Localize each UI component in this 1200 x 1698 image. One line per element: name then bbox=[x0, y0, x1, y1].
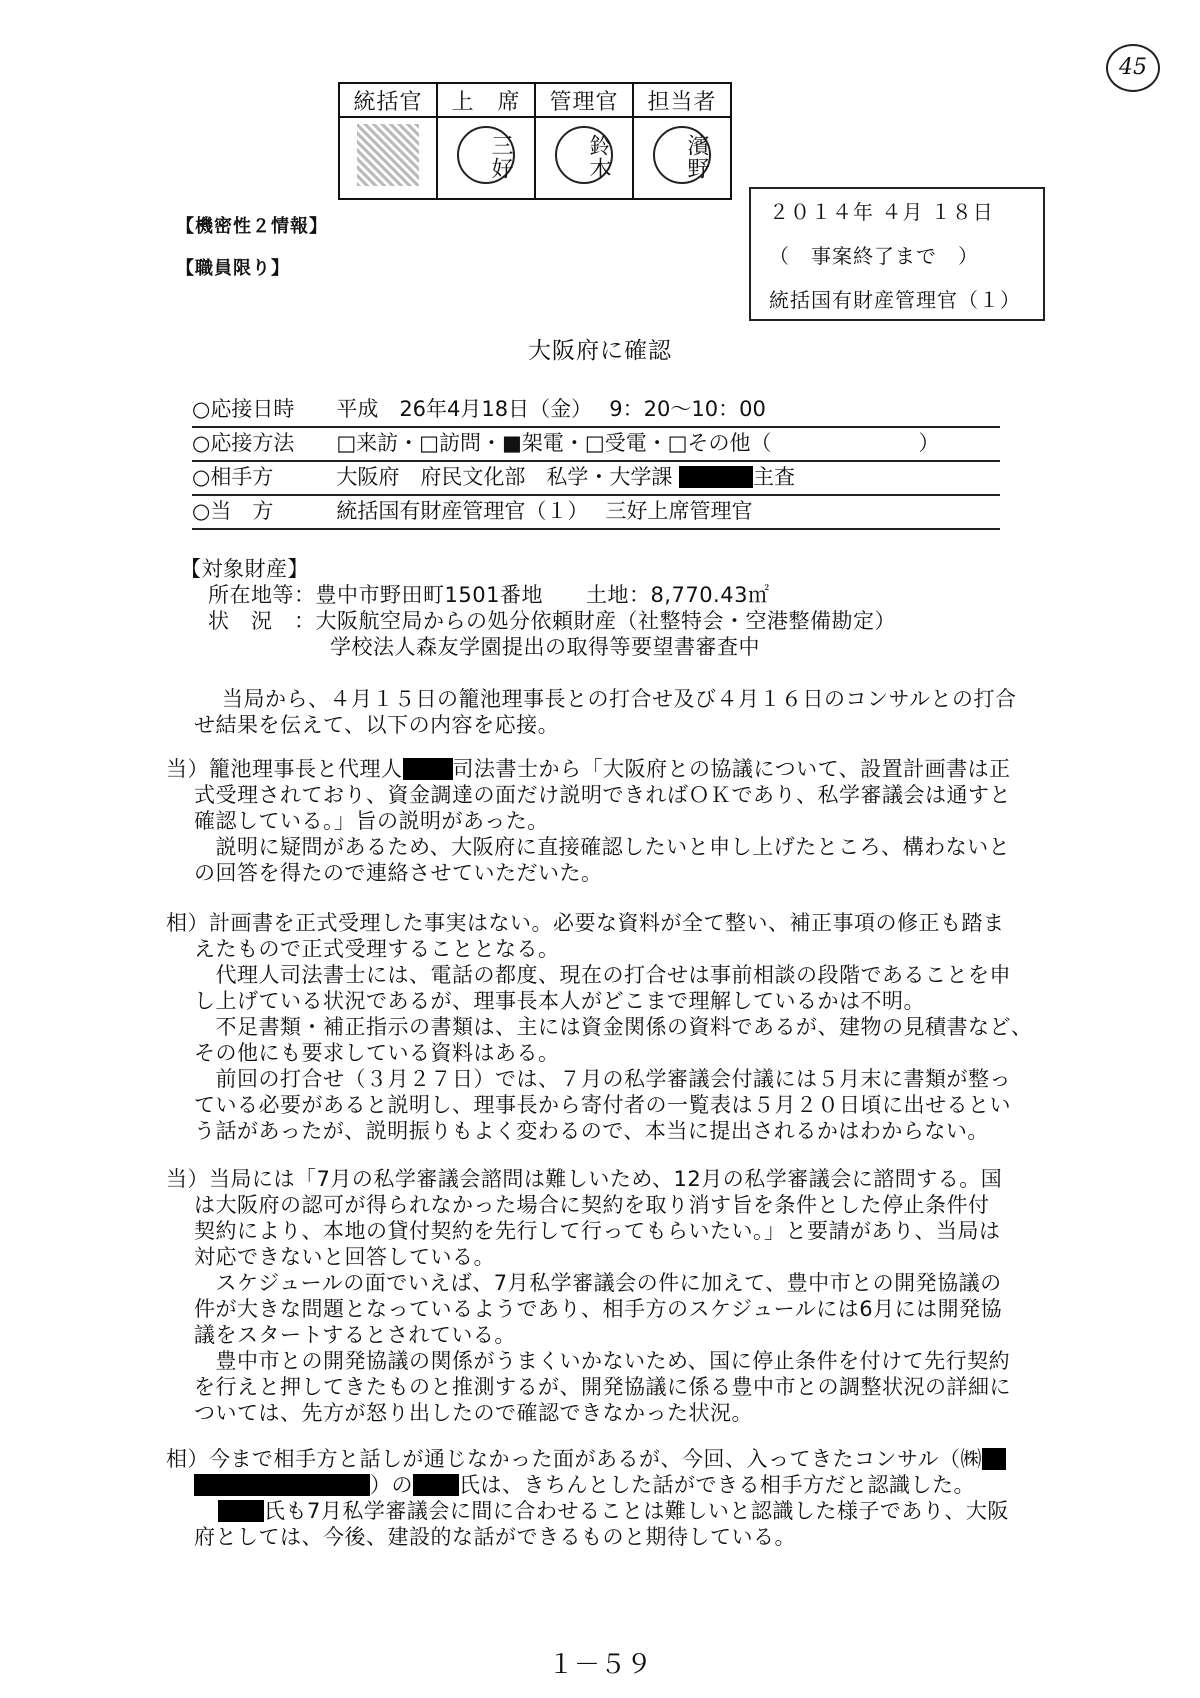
stamp-cell-3 bbox=[535, 117, 633, 199]
counterpart-title: 主査 bbox=[753, 465, 796, 489]
paragraph-line bbox=[194, 1498, 1009, 1524]
page-number: １－５９ bbox=[547, 1650, 652, 1680]
paragraph-line: えたもので正式受理することとなる。 bbox=[194, 937, 560, 961]
text-span: 当）籠池理事長と代理人 bbox=[166, 757, 403, 781]
property-status: 状 況 ：大阪航空局からの処分依頼財産（社整特会・空港整備勘定） bbox=[208, 609, 896, 633]
paragraph-line: し上げている状況であるが、理事長本人がどこまで理解しているかは不明。 bbox=[194, 989, 925, 1013]
paragraph-line: 契約により、本地の貸付契約を先行して行ってもらいたい。」と要請があり、当局は bbox=[194, 1219, 1001, 1243]
redaction bbox=[413, 1474, 459, 1496]
paragraph-line: 対応できないと回答している。 bbox=[194, 1245, 495, 1269]
paragraph-line: ている必要があると説明し、理事長から寄付者の一覧表は５月２０日頃に出せるとい bbox=[194, 1093, 1011, 1117]
info-datetime: ○応接日時 平成 26年4月18日（金） 9：20～10：00 bbox=[192, 392, 1000, 428]
blurred-seal-icon bbox=[357, 124, 419, 186]
redaction bbox=[679, 466, 753, 488]
text-span: 相）今まで相手方と話しが通じなかった面があるが、今回、入ってきたコンサル（㈱ bbox=[166, 1447, 982, 1471]
seal-icon: 鈴木 bbox=[555, 126, 613, 184]
paragraph-line: は大阪府の認可が得られなかった場合に契約を取り消す旨を条件とした停止条件付 bbox=[194, 1193, 990, 1217]
page-mark: 45 bbox=[1106, 44, 1160, 92]
paragraph-line: を行えと押してきたものと推測するが、開発協議に係る豊中市との調整状況の詳細に bbox=[194, 1375, 1011, 1399]
approval-stamp-table bbox=[338, 82, 732, 200]
paragraph-line: 代理人司法書士には、電話の都度、現在の打合せは事前相談の段階であることを申 bbox=[194, 963, 1011, 987]
paragraph-line bbox=[194, 1472, 975, 1498]
stamp-cell-2 bbox=[437, 117, 535, 199]
stamp-cell-4 bbox=[633, 117, 731, 199]
paragraph-line: 相）計画書を正式受理した事実はない。必要な資料が全て整い、補正事項の修正も踏ま bbox=[166, 911, 1005, 935]
stamp-cell-1 bbox=[339, 117, 437, 199]
text-span: 氏は、きちんとした話ができる相手方だと認識した。 bbox=[459, 1473, 975, 1497]
stamp-header-2: 上 席 bbox=[437, 83, 535, 117]
issuing-office: 統括国有財産管理官（１） bbox=[769, 288, 1021, 312]
redaction bbox=[982, 1448, 1006, 1470]
paragraph-line: 豊中市との開発協議の関係がうまくいかないため、国に停止条件を付けて先行契約 bbox=[194, 1349, 1011, 1373]
paragraph-line: の回答を得たので連絡させていただいた。 bbox=[194, 861, 603, 885]
paragraph-line: 不足書類・補正指示の書類は、主には資金関係の資料であるが、建物の見積書など、 bbox=[194, 1015, 1033, 1039]
info-method: ○応接方法 □来訪・□訪問・■架電・□受電・□その他（ ） bbox=[192, 426, 1000, 462]
intro-line: せ結果を伝えて、以下の内容を応接。 bbox=[194, 713, 560, 737]
info-our-side: ○当 方 統括国有財産管理官（１） 三好上席管理官 bbox=[192, 494, 1000, 530]
intro-line: 当局から、４月１５日の籠池理事長との打合せ及び４月１６日のコンサルとの打合 bbox=[222, 687, 1017, 711]
paragraph-line: 件が大きな問題となっているようであり、相手方のスケジュールには6月には開発協 bbox=[194, 1297, 1003, 1321]
paragraph-line: 確認している。」旨の説明があった。 bbox=[194, 809, 549, 833]
paragraph-line: 説明に疑問があるため、大阪府に直接確認したいと申し上げたところ、構わないと bbox=[194, 835, 1011, 859]
counterpart-text: ○相手方 大阪府 府民文化部 私学・大学課 bbox=[192, 465, 673, 489]
text-span: ）の bbox=[370, 1473, 413, 1497]
redaction bbox=[403, 758, 453, 780]
paragraph-line: ついては、先方が怒り出したので確認できなかった状況。 bbox=[194, 1401, 753, 1425]
paragraph-line: その他にも要求している資料はある。 bbox=[194, 1041, 560, 1065]
redaction bbox=[218, 1500, 264, 1522]
staff-only-label: 【職員限り】 bbox=[176, 258, 290, 279]
paragraph-line: う話があったが、説明振りもよく変わるので、本当に提出されるかはわからない。 bbox=[194, 1119, 989, 1143]
redaction bbox=[194, 1474, 370, 1496]
text-span: 氏も7月私学審議会に間に合わせることは難しいと認識した様子であり、大阪 bbox=[264, 1499, 1009, 1523]
paragraph-line: 前回の打合せ（３月２７日）では、７月の私学審議会付議には５月末に書類が整っ bbox=[194, 1067, 1011, 1091]
stamp-header-3: 管理官 bbox=[535, 83, 633, 117]
date-box bbox=[749, 187, 1045, 321]
stamp-header-4: 担当者 bbox=[633, 83, 731, 117]
paragraph-line: 当）当局には「7月の私学審議会諮問は難しいため、12月の私学審議会に諮問する。国 bbox=[166, 1167, 1003, 1191]
document-title: 大阪府に確認 bbox=[528, 338, 672, 364]
paragraph-line bbox=[166, 1446, 1006, 1472]
document-date: ２０１４年 ４月 １８日 bbox=[769, 200, 994, 224]
text-span: 司法書士から「大阪府との協議について、設置計画書は正 bbox=[452, 757, 1011, 781]
seal-icon: 三好 bbox=[457, 126, 515, 184]
property-heading: 【対象財産】 bbox=[180, 557, 309, 581]
property-location: 所在地等：豊中市野田町1501番地 土地：8,770.43㎡ bbox=[208, 583, 770, 607]
paragraph-line: 議をスタートするとされている。 bbox=[194, 1323, 516, 1347]
paragraph-line: 式受理されており、資金調達の面だけ説明できればＯＫであり、私学審議会は通すと bbox=[194, 783, 1011, 807]
property-status-detail: 学校法人森友学園提出の取得等要望書審査中 bbox=[330, 635, 760, 659]
paragraph-line bbox=[166, 756, 1011, 782]
confidentiality-label: 【機密性２情報】 bbox=[176, 216, 328, 237]
paragraph-line: スケジュールの面でいえば、7月私学審議会の件に加えて、豊中市との開発協議の bbox=[194, 1271, 1002, 1295]
retention-period: （ 事案終了まで ） bbox=[769, 244, 979, 268]
seal-icon: 濱野 bbox=[653, 126, 711, 184]
info-counterpart bbox=[192, 460, 1000, 496]
paragraph-line: 府としては、今後、建設的な話ができるものと期待している。 bbox=[194, 1525, 796, 1549]
stamp-header-1: 統括官 bbox=[339, 83, 437, 117]
